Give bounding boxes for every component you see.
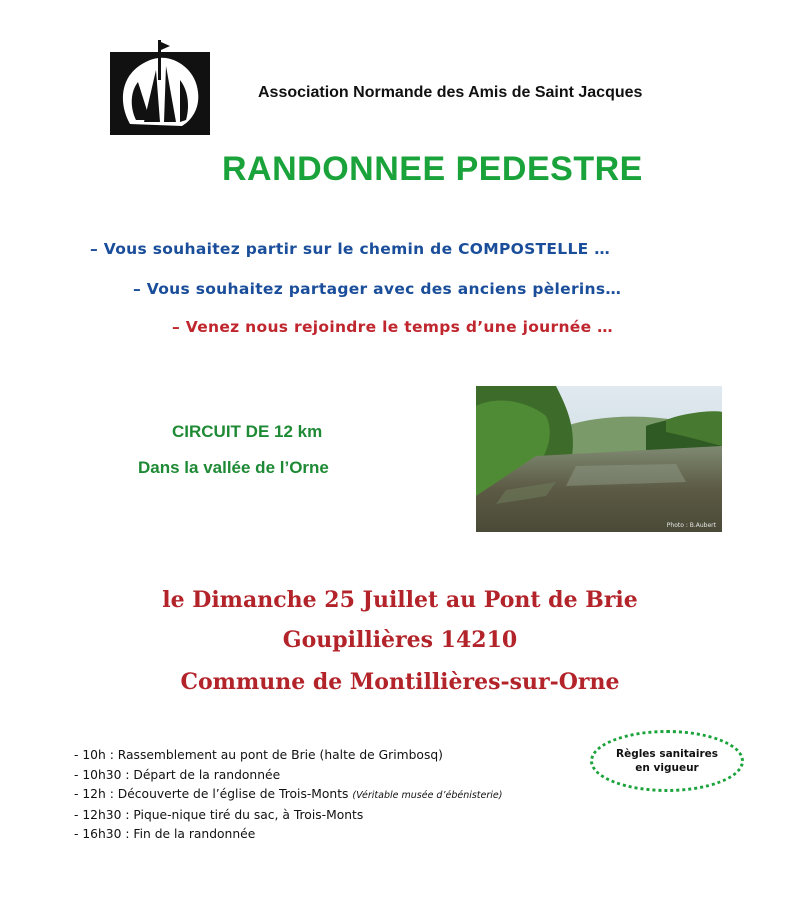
circuit-location: Dans la vallée de l’Orne: [138, 458, 329, 477]
tagline-2: – Vous souhaitez partager avec des anciens pèlerins…: [133, 280, 622, 298]
schedule-list: [74, 746, 502, 845]
tagline-1: – Vous souhaitez partir sur le chemin de COMPOSTELLE …: [90, 240, 611, 258]
schedule-item: - 10h30 : Départ de la randonnée: [74, 767, 281, 782]
event-town: Goupillières 14210: [282, 627, 518, 653]
organization-name: Association Normande des Amis de Saint Jacques: [258, 84, 643, 101]
tagline-3: – Venez nous rejoindre le temps d’une journée …: [172, 318, 613, 336]
schedule-item: - 10h : Rassemblement au pont de Brie (halte de Grimbosq): [74, 748, 443, 762]
schedule-item: - 12h30 : Pique-nique tiré du sac, à Trois-Monts: [74, 807, 364, 822]
association-logo: [110, 40, 210, 135]
badge-line-2: en vigueur: [635, 762, 699, 774]
event-commune: Commune de Montillières-sur-Orne: [180, 669, 620, 695]
page-title: RANDONNEE PEDESTRE: [222, 150, 643, 188]
river-photo: [476, 386, 722, 532]
badge-line-1: Règles sanitaires: [615, 748, 718, 760]
circuit-distance: CIRCUIT DE 12 km: [172, 422, 323, 441]
photo-credit: Photo : B.Aubert: [666, 522, 716, 529]
sanitary-rules-badge: [590, 730, 744, 792]
river-landscape-image: [476, 386, 722, 532]
shell-ship-logo-icon: [110, 40, 210, 135]
schedule-note: (Véritable musée d’ébénisterie): [352, 790, 503, 801]
event-date-place: le Dimanche 25 Juillet au Pont de Brie: [162, 587, 638, 613]
schedule-item: - 12h : Découverte de l’église de Trois-Monts (Véritable musée d’ébénisterie): [74, 787, 503, 801]
schedule-item: - 16h30 : Fin de la randonnée: [74, 827, 256, 841]
